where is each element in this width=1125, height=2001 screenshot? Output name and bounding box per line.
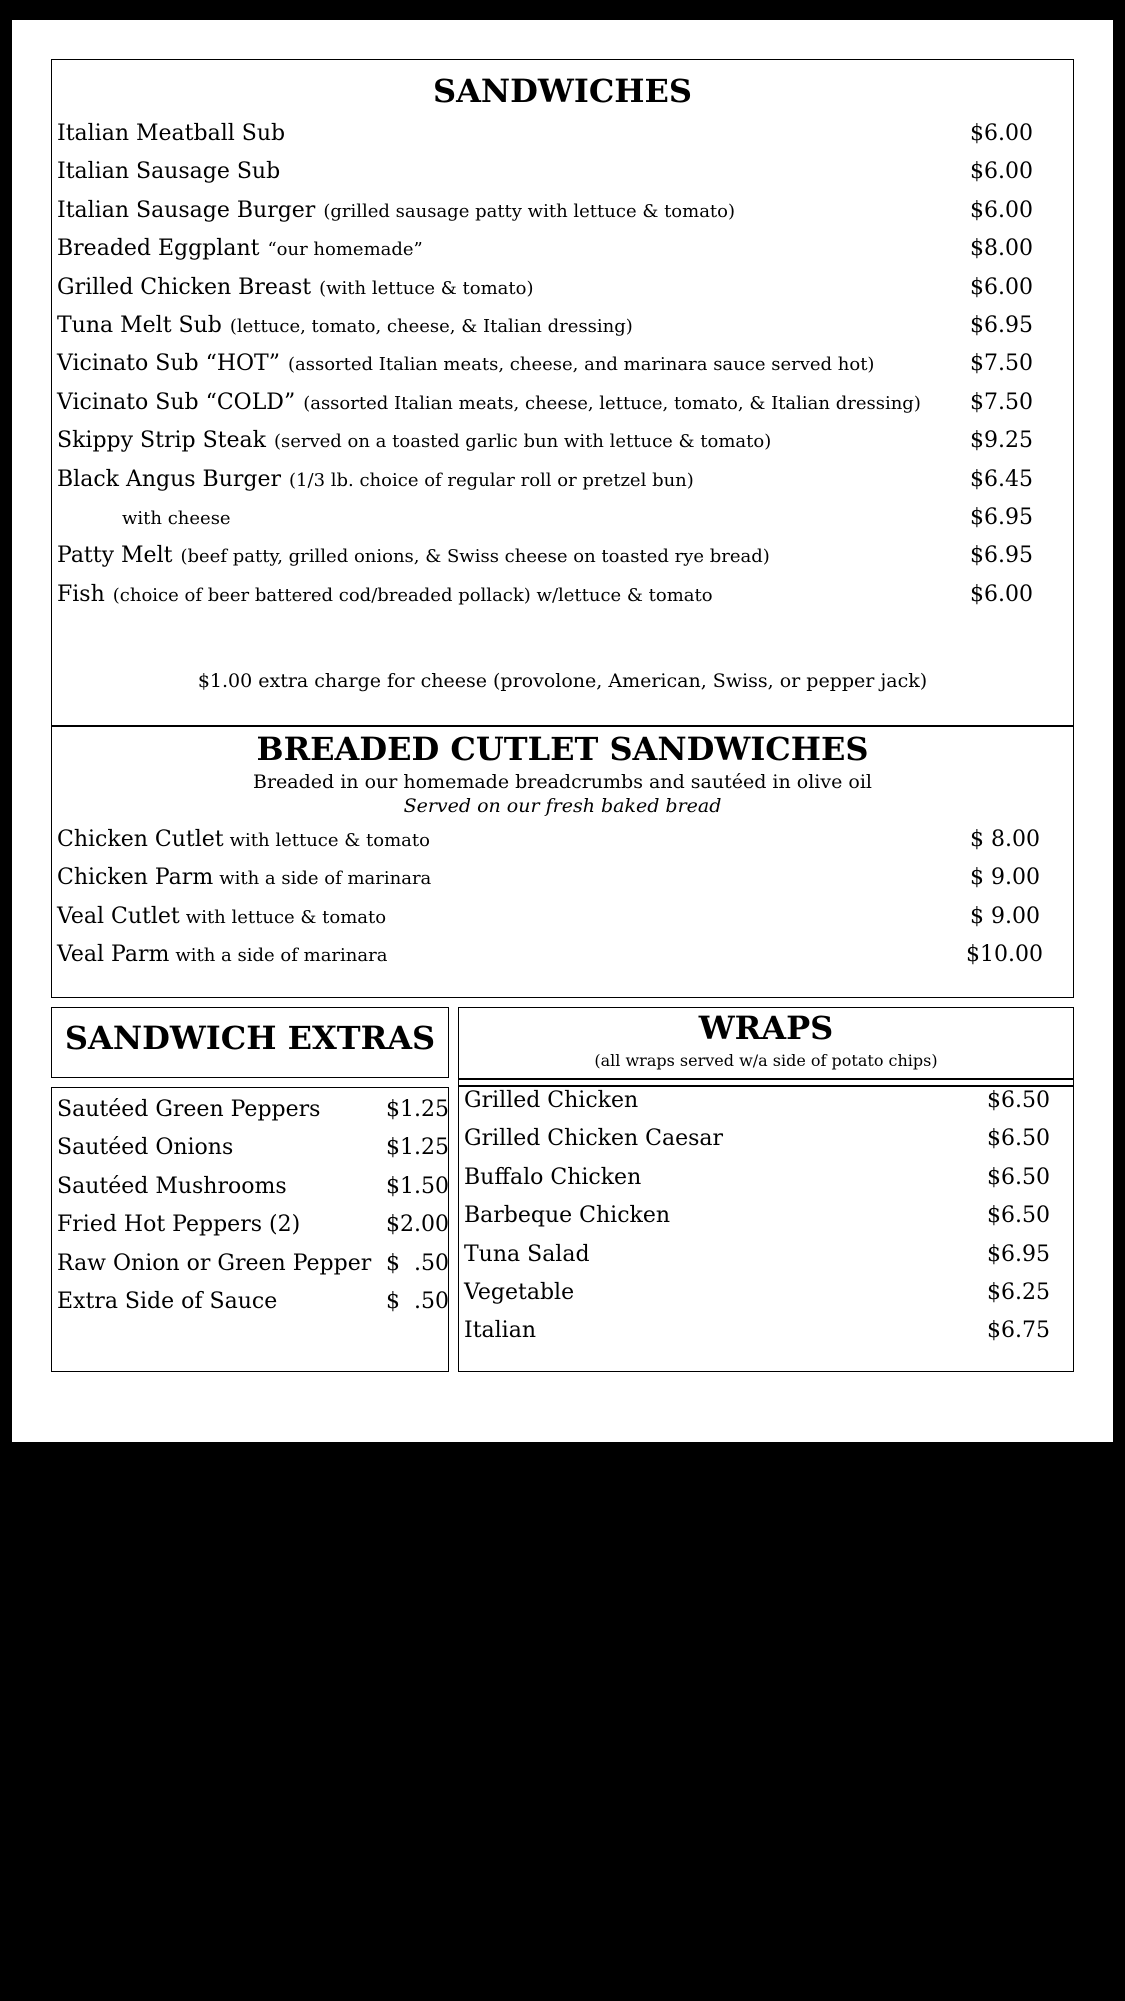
item-name: Extra Side of Sauce <box>57 1289 278 1314</box>
item-price: $6.95 <box>987 1241 1050 1267</box>
item-name: Buffalo Chicken <box>464 1164 642 1190</box>
item-description: (assorted Italian meats, cheese, lettuce, tomato, & Italian dressing) <box>303 392 921 414</box>
item-name <box>57 198 735 223</box>
cutlets-title: BREADED CUTLET SANDWICHES <box>256 730 869 768</box>
menu-item-row <box>57 313 1073 351</box>
item-price: $6.00 <box>970 159 1033 185</box>
item-price: $6.00 <box>970 274 1033 300</box>
item-price: $6.00 <box>970 197 1033 223</box>
menu-page <box>12 20 1113 1442</box>
item-title: Italian Meatball Sub <box>57 121 286 146</box>
item-title: Patty Melt <box>57 543 173 569</box>
item-price: $6.25 <box>987 1280 1050 1305</box>
menu-item-row <box>57 543 1073 581</box>
extra-item-row <box>57 1251 448 1289</box>
item-description: with lettuce & tomato <box>229 830 430 851</box>
cheese-note: $1.00 extra charge for cheese (provolone, American, Swiss, or pepper jack) <box>197 670 928 692</box>
item-price: $6.45 <box>970 466 1033 492</box>
item-price: $6.50 <box>987 1126 1050 1152</box>
item-name: Raw Onion or Green Pepper <box>57 1250 372 1276</box>
item-title: Skippy Strip Steak <box>57 428 266 454</box>
item-title: Grilled Chicken Breast <box>57 274 312 300</box>
item-description: with cheese <box>122 508 231 529</box>
item-name <box>57 827 430 852</box>
menu-item-row <box>57 351 1073 389</box>
item-title: Vicinato Sub “COLD” <box>57 389 296 415</box>
item-price: $8.00 <box>970 236 1033 262</box>
cutlet-item-row <box>57 865 1073 903</box>
item-description: (1/3 lb. choice of regular roll or pretzel bun) <box>289 469 694 491</box>
item-name <box>122 505 231 530</box>
extra-item-row <box>57 1212 448 1250</box>
item-price: $ 8.00 <box>970 827 1040 852</box>
item-name <box>57 543 770 568</box>
item-price: $1.25 <box>386 1097 449 1122</box>
item-description: (choice of beer battered cod/breaded pollack) w/lettuce & tomato <box>112 584 713 606</box>
item-title: Black Angus Burger <box>57 466 282 492</box>
item-description: with lettuce & tomato <box>185 906 387 928</box>
item-title: Vicinato Sub “HOT” <box>57 351 280 377</box>
item-price: $6.50 <box>987 1164 1050 1190</box>
item-price: $ 9.00 <box>970 865 1040 891</box>
wrap-item-row <box>464 1318 1073 1356</box>
wrap-item-row <box>464 1165 1073 1203</box>
sandwiches-section <box>51 59 1074 998</box>
item-name <box>57 582 713 607</box>
item-name <box>57 467 694 492</box>
item-price: $6.95 <box>970 543 1033 569</box>
item-name <box>57 159 280 184</box>
item-name <box>57 351 874 376</box>
menu-item-row <box>57 505 1073 543</box>
wrap-item-row <box>464 1203 1073 1241</box>
item-price: $7.50 <box>970 351 1033 377</box>
menu-item-row <box>57 198 1073 236</box>
wraps-subtitle: (all wraps served w/a side of potato chips) <box>594 1051 938 1070</box>
item-name <box>57 390 921 415</box>
item-description: (beef patty, grilled onions, & Swiss cheese on toasted rye bread) <box>180 546 770 568</box>
menu-item-row <box>57 467 1073 505</box>
menu-item-row <box>57 236 1073 274</box>
item-name <box>57 942 387 967</box>
cutlets-subtitle-italic: Served on our fresh baked bread <box>403 795 722 817</box>
item-title: Tuna Melt Sub <box>57 313 222 338</box>
item-price: $6.00 <box>970 581 1033 607</box>
item-description: (assorted Italian meats, cheese, and marinara sauce served hot) <box>287 354 875 376</box>
item-price: $1.50 <box>386 1173 449 1199</box>
wraps-section <box>458 1007 1074 1372</box>
item-price: $6.50 <box>987 1088 1050 1113</box>
item-name <box>57 275 534 300</box>
wrap-item-row <box>464 1280 1073 1318</box>
item-name <box>57 904 386 929</box>
item-name <box>57 121 285 146</box>
item-name: Sautéed Mushrooms <box>57 1173 287 1199</box>
item-description: with a side of marinara <box>175 945 388 967</box>
item-price: $9.25 <box>970 428 1033 454</box>
item-price: $10.00 <box>966 942 1043 968</box>
item-description: “our homemade” <box>267 239 423 261</box>
item-title: Italian Sausage Sub <box>57 159 281 185</box>
item-name: Grilled Chicken <box>464 1088 639 1113</box>
item-description: (lettuce, tomato, cheese, & Italian dressing) <box>229 316 633 337</box>
item-description: (served on a toasted garlic bun with lettuce & tomato) <box>273 431 772 453</box>
cutlet-item-row <box>57 827 1073 865</box>
sandwiches-title: SANDWICHES <box>432 72 693 110</box>
item-price: $6.50 <box>987 1203 1050 1229</box>
menu-item-row <box>57 582 1073 620</box>
menu-item-row <box>57 121 1073 159</box>
extras-section <box>51 1087 449 1372</box>
item-price: $ .50 <box>386 1250 449 1276</box>
cutlet-item-row <box>57 904 1073 942</box>
item-title: Veal Parm <box>57 942 170 968</box>
item-price: $1.25 <box>386 1135 449 1161</box>
wraps-divider-2 <box>459 1085 1073 1087</box>
menu-item-row <box>57 390 1073 428</box>
section-divider <box>52 725 1073 727</box>
wraps-divider <box>459 1078 1073 1080</box>
item-title: Chicken Cutlet <box>57 827 224 852</box>
extras-title: SANDWICH EXTRAS <box>64 1019 436 1057</box>
item-price: $7.50 <box>970 389 1033 415</box>
item-title: Italian Sausage Burger <box>57 197 316 223</box>
item-description: with a side of marinara <box>219 868 432 890</box>
item-title: Veal Cutlet <box>57 903 180 929</box>
wrap-item-row <box>464 1242 1073 1280</box>
item-name: Sautéed Green Peppers <box>57 1097 321 1122</box>
item-price: $6.00 <box>970 121 1033 146</box>
item-name <box>57 865 431 890</box>
extra-item-row <box>57 1097 448 1135</box>
item-name: Sautéed Onions <box>57 1135 234 1161</box>
item-price: $ 9.00 <box>970 903 1040 929</box>
item-name <box>57 236 423 261</box>
item-name: Vegetable <box>464 1280 575 1305</box>
item-price: $ .50 <box>386 1289 449 1314</box>
extra-item-row <box>57 1135 448 1173</box>
item-price: $2.00 <box>386 1212 449 1238</box>
menu-item-row <box>57 275 1073 313</box>
menu-item-row <box>57 159 1073 197</box>
menu-item-row <box>57 428 1073 466</box>
item-title: Breaded Eggplant <box>57 236 260 262</box>
item-description: (grilled sausage patty with lettuce & tomato) <box>323 200 736 222</box>
cutlets-subtitle: Breaded in our homemade breadcrumbs and sautéed in olive oil <box>253 771 872 793</box>
extras-title-box <box>51 1007 449 1078</box>
extra-item-row <box>57 1289 448 1327</box>
item-name: Grilled Chicken Caesar <box>464 1126 724 1152</box>
item-title: Chicken Parm <box>57 865 214 891</box>
item-description: (with lettuce & tomato) <box>319 277 534 299</box>
item-price: $6.75 <box>987 1318 1050 1344</box>
wrap-item-row <box>464 1088 1073 1126</box>
item-name: Italian <box>464 1318 537 1344</box>
item-name <box>57 428 771 453</box>
cutlet-item-row <box>57 942 1073 980</box>
item-price: $6.95 <box>970 313 1033 338</box>
item-title: Fish <box>57 581 105 607</box>
item-price: $6.95 <box>970 505 1033 530</box>
wraps-title: WRAPS <box>698 1009 834 1047</box>
item-name: Fried Hot Peppers (2) <box>57 1212 301 1238</box>
item-name <box>57 313 633 338</box>
item-name: Barbeque Chicken <box>464 1203 671 1229</box>
extra-item-row <box>57 1174 448 1212</box>
wrap-item-row <box>464 1126 1073 1164</box>
item-name: Tuna Salad <box>464 1241 590 1267</box>
